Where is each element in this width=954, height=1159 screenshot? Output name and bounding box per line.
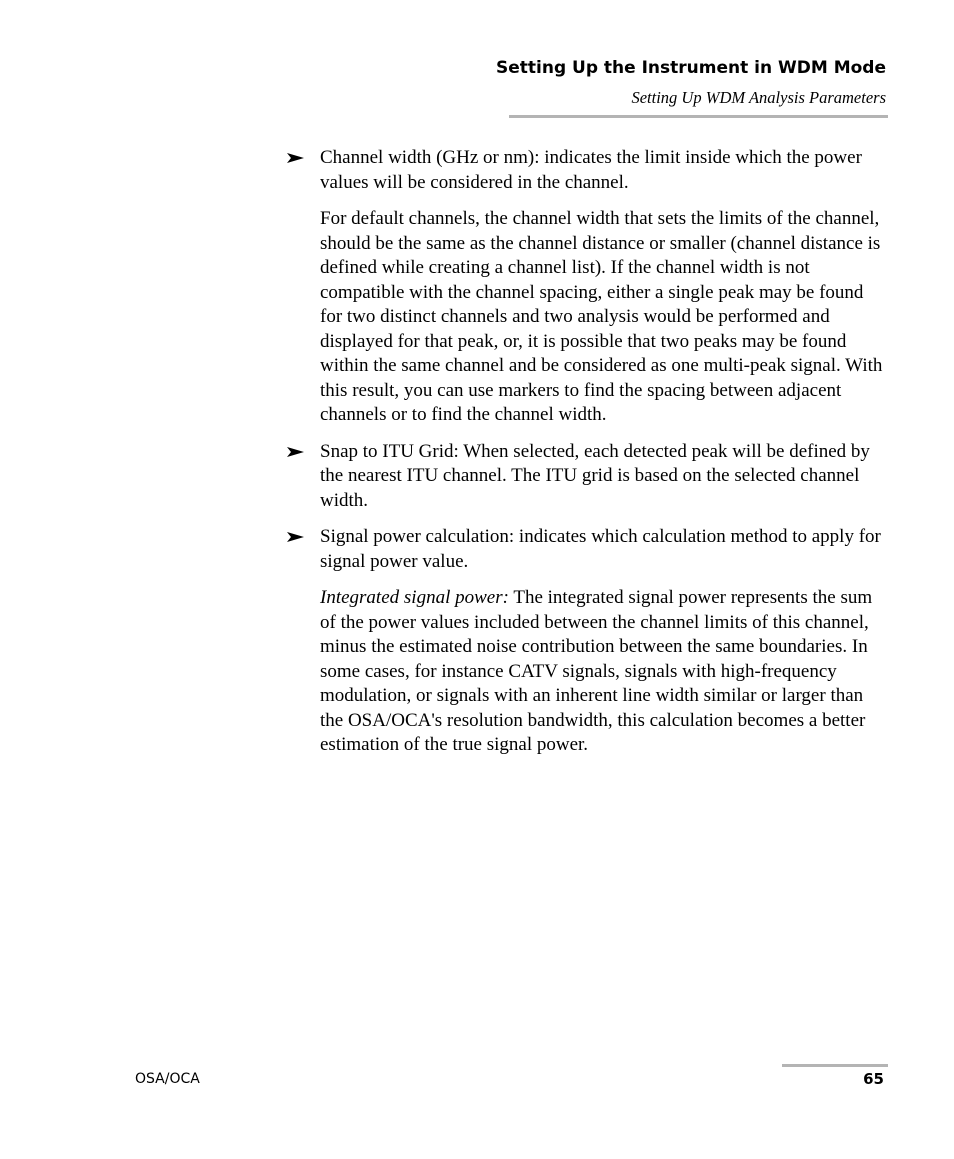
bullet-snap-itu-grid xyxy=(284,440,888,514)
bullet-channel-width xyxy=(284,146,888,195)
footer-rule xyxy=(782,1064,888,1067)
integrated-signal-power-text: The integrated signal power represents the sum of the power values included between the channel limits of this channel, minus the estimated noise contribution between the same boundaries. In some cases, for instance CATV signals, signals with high-frequency modulation, or signals with an inherent line width similar or larger than the OSA/OCA's resolution bandwidth, this calculation becomes a better estimation of the true signal power. xyxy=(320,587,873,755)
integrated-signal-power-label: Integrated signal power: xyxy=(320,587,509,608)
running-header-title: Setting Up the Instrument in WDM Mode xyxy=(495,58,886,78)
arrowhead-bullet-icon xyxy=(284,527,308,547)
bullet-text: Signal power calculation: indicates which calculation method to apply for signal power value. xyxy=(320,526,881,572)
arrowhead-bullet-icon xyxy=(284,442,308,462)
integrated-signal-power-detail xyxy=(284,586,888,758)
footer-product-name: OSA/OCA xyxy=(135,1071,200,1087)
main-content xyxy=(284,146,888,770)
page-number: 65 xyxy=(863,1070,884,1088)
bullet-text: Channel width (GHz or nm): indicates the limit inside which the power values will be considered in the channel. xyxy=(320,147,862,193)
running-header-subtitle: Setting Up WDM Analysis Parameters xyxy=(631,88,886,107)
bullet-signal-power xyxy=(284,525,888,574)
bullet-text: Snap to ITU Grid: When selected, each detected peak will be defined by the nearest ITU channel. The ITU grid is based on the selected channel width. xyxy=(320,440,870,511)
channel-width-detail: For default channels, the channel width that sets the limits of the channel, should be the same as the channel distance or smaller (channel distance is defined while creating a channel list). If the channel width is not compatible with the channel spacing, either a single peak may be found for two distinct channels and two analysis would be performed and displayed for that peak, or, it is possible that two peaks may be found within the same channel and be considered as one multi-peak signal. With this result, you can use markers to find the spacing between adjacent channels or to find the channel width. xyxy=(320,208,883,425)
arrowhead-bullet-icon xyxy=(284,148,308,168)
header-rule xyxy=(509,115,888,118)
